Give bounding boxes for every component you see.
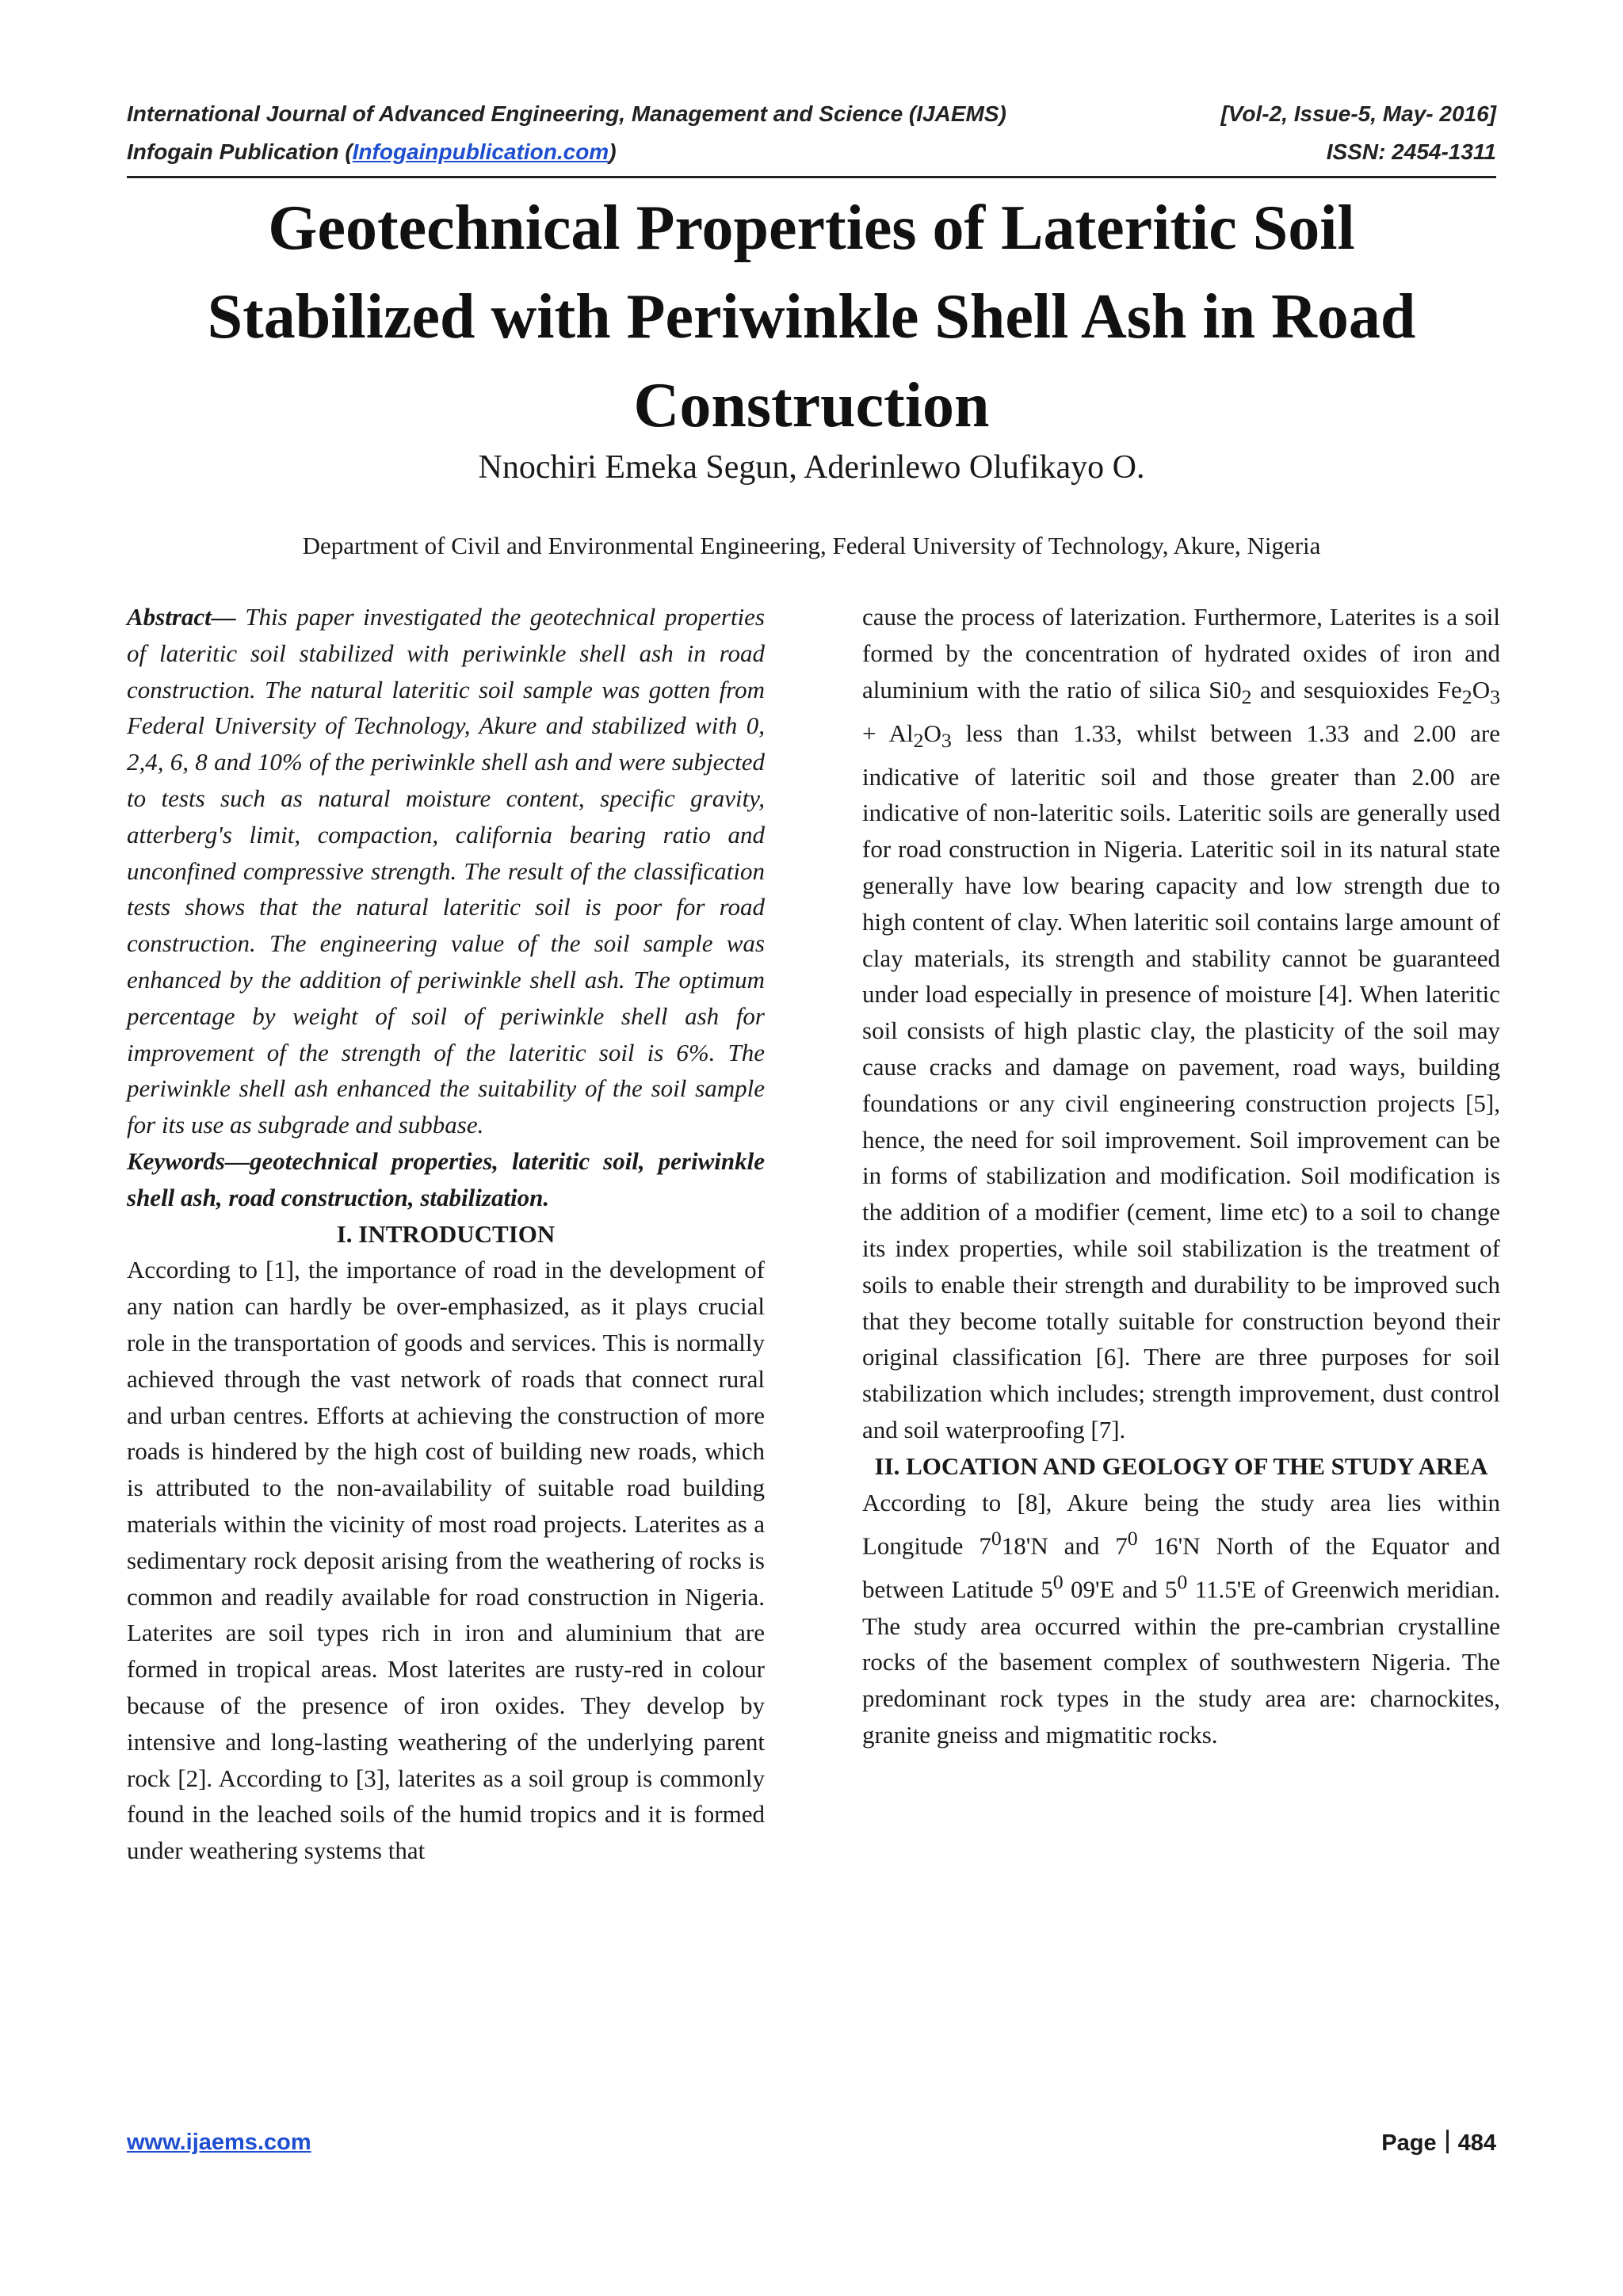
introduction-paragraph: According to [1], the importance of road in the development of any nation can hardly be over-emphasized, as it plays crucial role in the transportation of goods and services. This is normally achieved through the vast network of roads that connect rural and urban centres. Efforts at achieving the construction of more roads is hindered by the high cost of building new roads, which is attributed to the non-availability of suitable road building materials within the vicinity of most road projects. Laterites as a sedimentary rock deposit arising from the weathering of rocks is common and readily available for road construction in Nigeria. Laterites are soil types rich in iron and aluminium that are formed in tropical areas. Most laterites are rusty-red in colour because of the presence of iron oxides. They develop by intensive and long-lasting weathering of the underlying parent rock [2]. According to [3], laterites as a soil group is commonly found in the leached soils of the humid tropics and it is formed under weathering systems that <box>127 1256 765 1865</box>
paper-authors: Nnochiri Emeka Segun, Aderinlewo Olufikayo O. <box>478 449 1145 486</box>
publisher-info: Infogain Publication (Infogainpublication.com) <box>127 139 617 164</box>
page-separator <box>1446 2130 1449 2153</box>
issn: ISSN: 2454-1311 <box>1326 139 1496 164</box>
section-heading-location-geology: II. LOCATION AND GEOLOGY OF THE STUDY AREA <box>874 1451 1488 1480</box>
journal-header <box>127 101 1496 130</box>
keywords: Keywords—geotechnical properties, lateritic soil, periwinkle shell ash, road construction, stabilization. <box>127 1146 765 1211</box>
location-geology-paragraph: According to [8], Akure being the study area lies within Longitude $7^018'N$ and $7^0$ 16'N North of the Equator and between Latitude $5^0$ 09'E and $5^0$ 11.5'E of Greenwich meridian. The study area occurred within the pre-cambrian crystalline rocks of the basement complex of southwestern Nigeria. The predominant rock types in the study area are: charnockites, granite gneiss and migmatitic rocks. <box>862 1488 1501 1749</box>
header-rule <box>127 176 1496 178</box>
volume-info: [Vol-2, Issue-5, May- 2016] <box>1220 101 1496 126</box>
page-indicator <box>1381 2130 1496 2157</box>
journal-name: International Journal of Advanced Engineering, Management and Science (IJAEMS) <box>127 101 1006 126</box>
section-heading-introduction: I. INTRODUCTION <box>336 1219 556 1248</box>
publisher-header <box>127 139 1496 168</box>
abstract <box>127 599 765 1143</box>
page-label: Page <box>1381 2130 1437 2156</box>
abstract-label: Abstract— <box>127 603 236 631</box>
right-column <box>862 599 1500 1753</box>
left-column <box>127 599 765 1869</box>
introduction-paragraph-continued: cause the process of laterization. Furthermore, Laterites is a soil formed by the concentration of hydrated oxides of iron and aluminium with the ratio of silica $Si0_2$ and sesquioxides $Fe_2O_3 + Al_2O_3$ less than 1.33, whilst between 1.33 and 2.00 are indicative of lateritic soil and those greater than 2.00 are indicative of non-lateritic soils. Lateritic soils are generally used for road construction in Nigeria. Lateritic soil in its natural state generally have low bearing capacity and low strength due to high content of clay. When lateritic soil contains large amount of clay materials, its strength and stability cannot be guaranteed under load especially in presence of moisture [4]. When lateritic soil consists of high plastic clay, the plasticity of the soil may cause cracks and damage on pavement, road ways, building foundations or any civil engineering construction projects [5], hence, the need for soil improvement. Soil improvement can be in forms of stabilization and modification. Soil modification is the addition of a modifier (cement, lime etc) to a soil to change its index properties, while soil stabilization is the treatment of soils to enable their strength and durability to be improved such that they become totally suitable for construction beyond their original classification [6]. There are three purposes for soil stabilization which includes; strength improvement, dust control and soil waterproofing [7]. <box>862 603 1500 1444</box>
abstract-text: This paper investigated the geotechnical properties of lateritic soil stabilized with periwinkle shell ash in road construction. The natural lateritic soil sample was gotten from Federal University of Technology, Akure and stabilized with 0, 2,4, 6, 8 and 10% of the periwinkle shell ash and were subjected to tests such as natural moisture content, specific gravity, atterberg's limit, compaction, california bearing ratio and unconfined compressive strength. The result of the classification tests shows that the natural lateritic soil is poor for road construction. The engineering value of the soil sample was enhanced by the addition of periwinkle shell ash. The optimum percentage by weight of soil of periwinkle shell ash for improvement of the strength of the lateritic soil is 6%. The periwinkle shell ash enhanced the suitability of the soil sample for its use as subgrade and subbase. <box>127 603 765 1139</box>
page-footer <box>127 2130 1496 2161</box>
page-number: 484 <box>1457 2130 1496 2156</box>
website-link[interactable]: www.ijaems.com <box>127 2130 311 2155</box>
author-affiliation: Department of Civil and Environmental Engineering, Federal University of Technology, Akure, Nigeria <box>302 532 1321 559</box>
publisher-link[interactable]: Infogainpublication.com <box>352 139 609 164</box>
paper-title: Geotechnical Properties of Lateritic Soil Stabilized with Periwinkle Shell Ash in Road Construction <box>207 193 1416 441</box>
